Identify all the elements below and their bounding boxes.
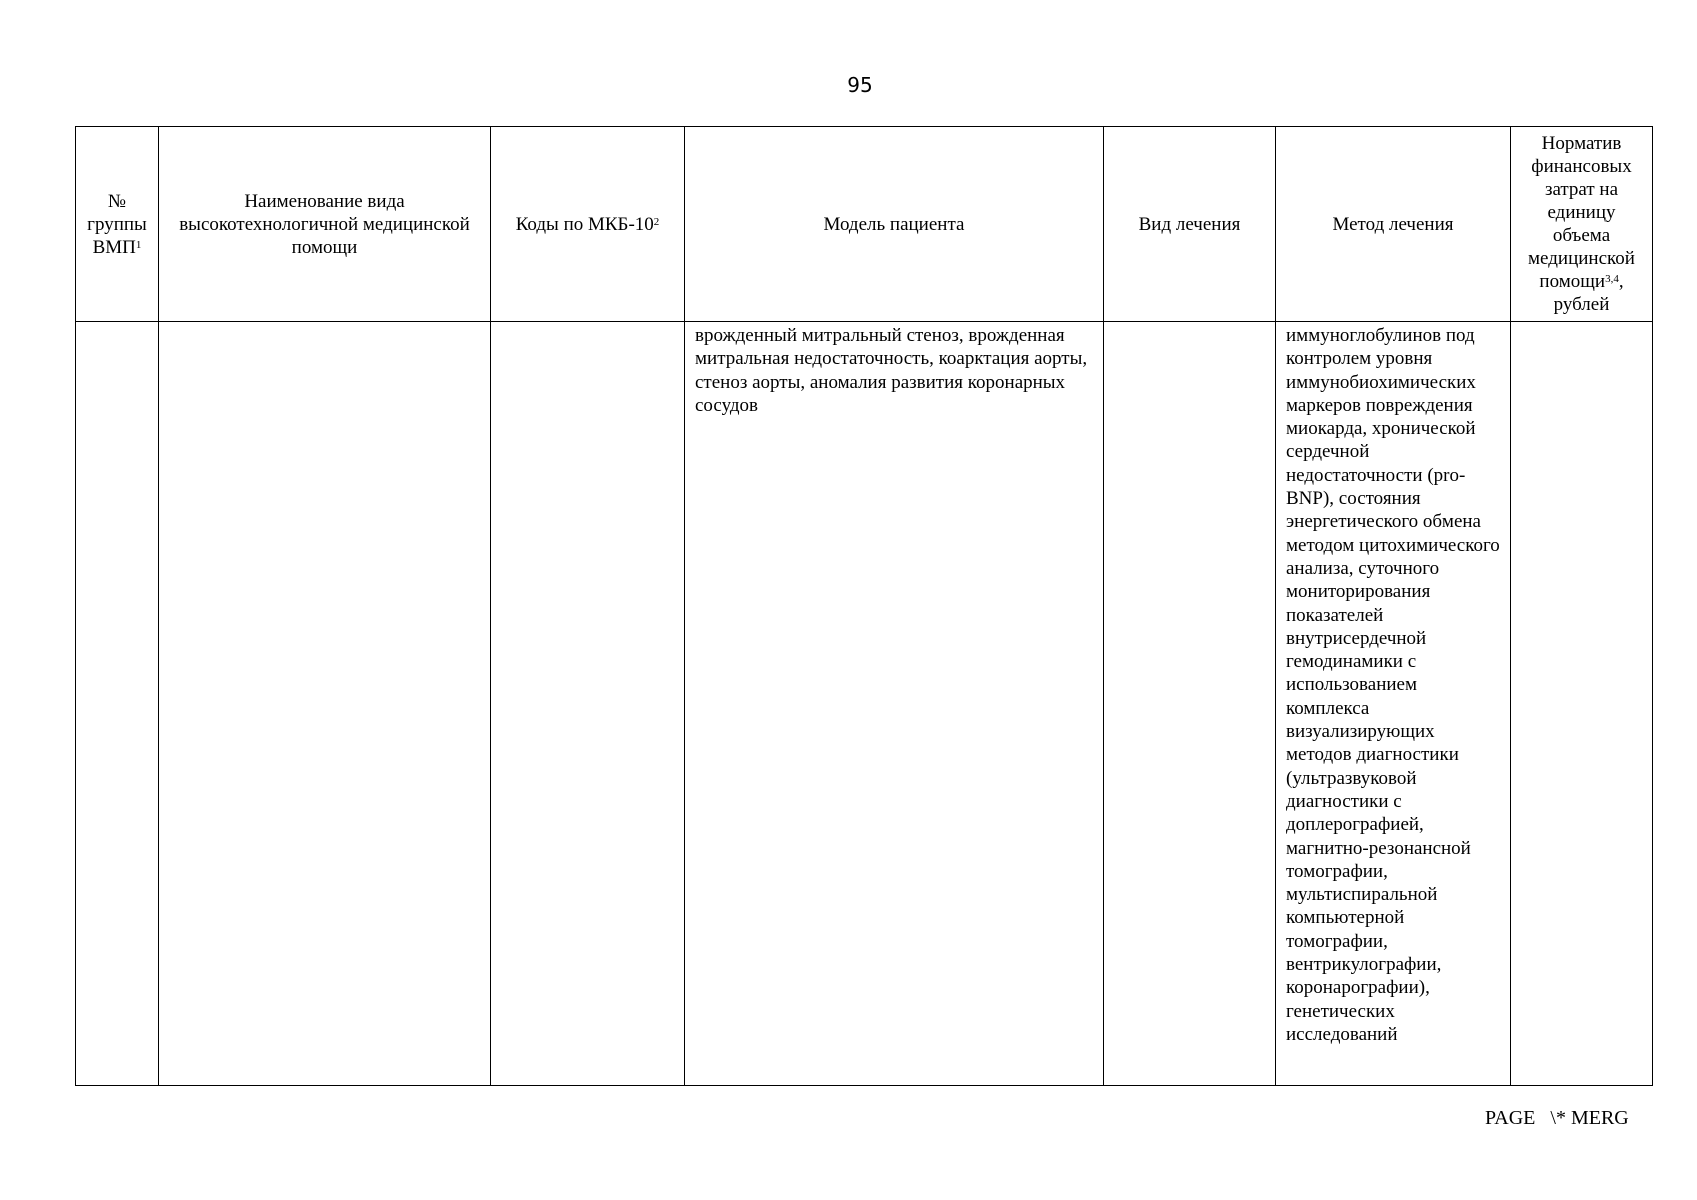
header-group-no-line3: ВМП [92, 236, 136, 258]
footnote-mark: 2 [653, 215, 660, 228]
page-number: 95 [847, 73, 873, 97]
cell-codes [491, 322, 685, 1086]
cell-method-text: иммуноглобулинов под контролем уровня иммунобиохимических маркеров повреждения миокарда, хронической сердечной недостаточности (pro-BNP), состояния энергетического обмена методом цитохимического анализа, суточного мониторирования показателей внутрисердечной гемодинамики с использованием комплекса визуализирующих методов диагностики (ультразвуковой диагностики с доплерографией, магнитно-резонансной томографии, мультиспиральной компьютерной томографии, вентрикулографии, коронарографии), генетических исследований [1286, 325, 1500, 1045]
table-header-row [76, 127, 1653, 322]
header-cost-label: Норматив финансовых затрат на единицу объема медицинской помощи [1528, 133, 1635, 292]
vmp-table [75, 126, 1653, 1086]
cell-group-no [76, 322, 159, 1086]
cell-group-no-text [76, 322, 158, 324]
header-codes-label: Коды по МКБ-10 [515, 213, 654, 235]
cell-model [685, 322, 1104, 1086]
cell-codes-text [491, 322, 684, 324]
header-group-no [76, 127, 159, 322]
header-cost-tail: , рублей [1553, 271, 1624, 315]
cell-treatment-type-text [1104, 322, 1275, 324]
header-method: Метод лечения [1276, 127, 1511, 322]
header-codes [491, 127, 685, 322]
cell-name-text [159, 322, 490, 324]
header-model: Модель пациента [685, 127, 1104, 322]
header-group-no-line1: № [107, 190, 127, 212]
page-footer-field-code: PAGE \* MERG [1485, 1107, 1629, 1129]
table-row [76, 322, 1653, 1086]
footnote-mark: 3,4 [1605, 273, 1619, 285]
cell-method [1276, 322, 1511, 1086]
cell-name [159, 322, 491, 1086]
footnote-mark: 1 [135, 238, 142, 251]
cell-cost-text [1511, 322, 1652, 324]
cell-model-text: врожденный митральный стеноз, врожденная митральная недостаточность, коарктация аорты, стеноз аорты, аномалия развития коронарных сосудов [695, 325, 1088, 416]
header-treatment-type: Вид лечения [1104, 127, 1276, 322]
cell-cost [1511, 322, 1653, 1086]
header-name: Наименование вида высокотехнологичной медицинской помощи [159, 127, 491, 322]
header-group-no-line2: группы [87, 213, 147, 235]
cell-treatment-type [1104, 322, 1276, 1086]
header-cost [1511, 127, 1653, 322]
